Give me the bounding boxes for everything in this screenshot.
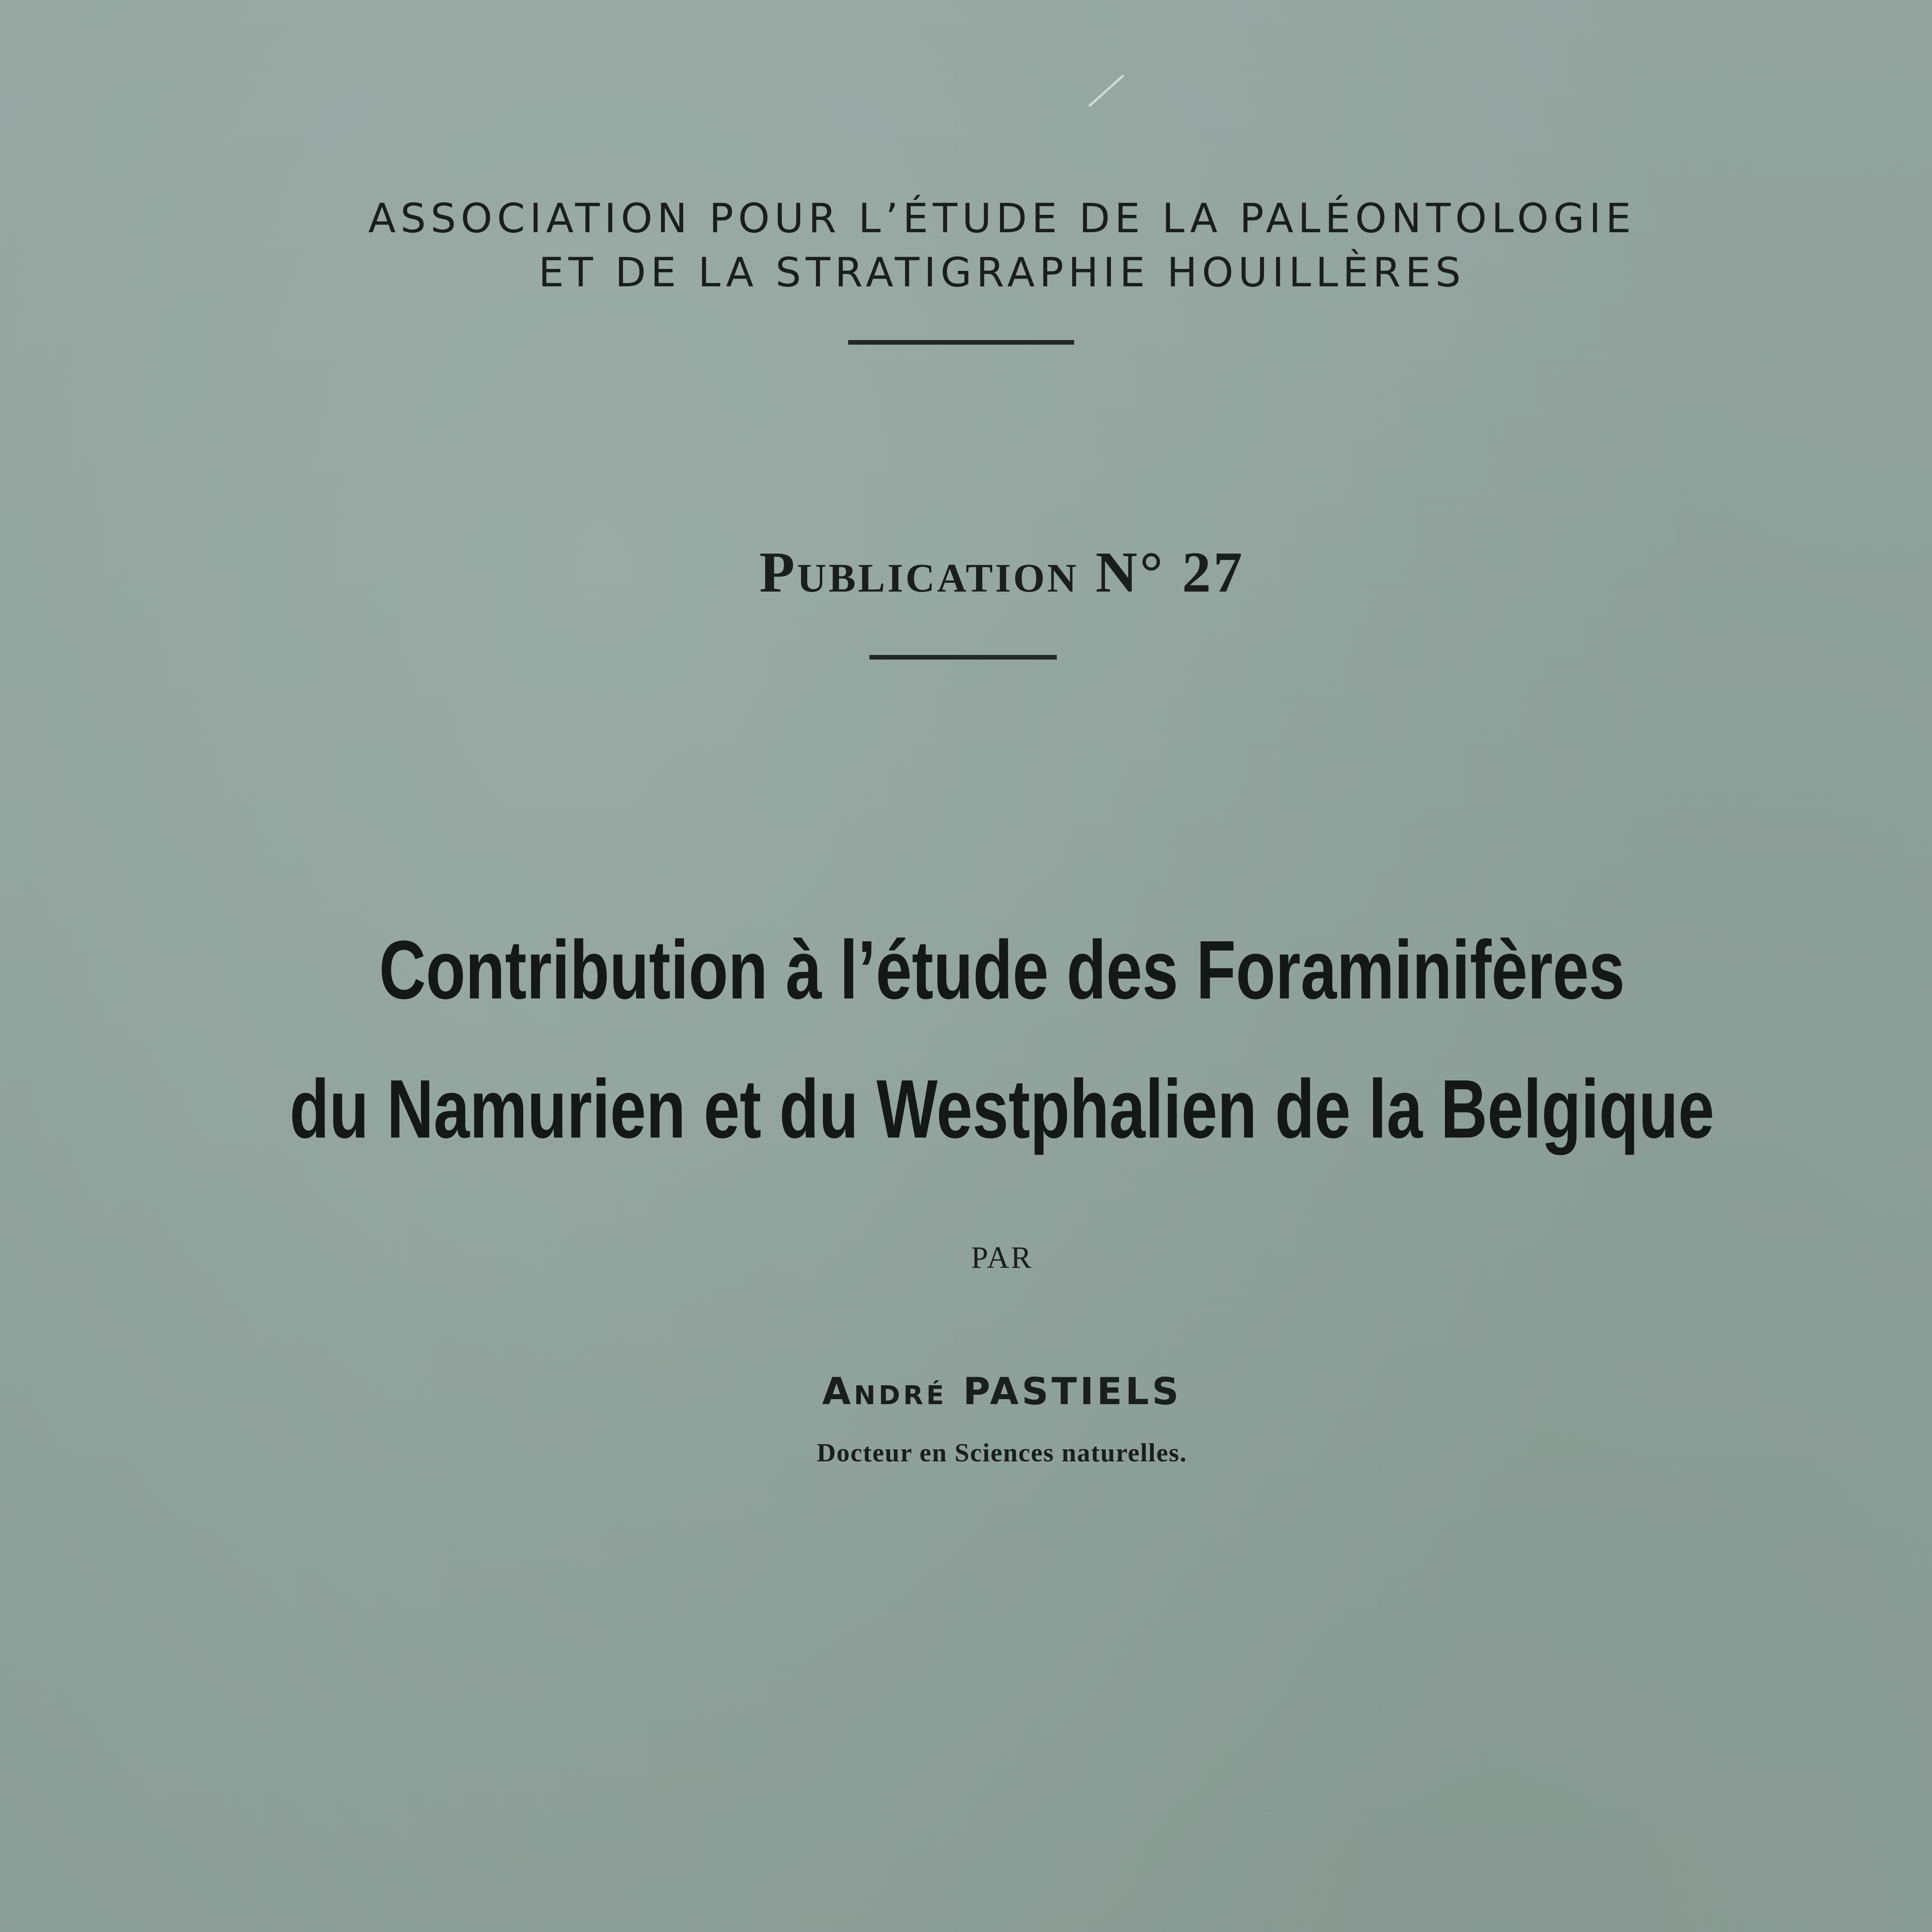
author-last-name: PASTIELS — [963, 1370, 1182, 1413]
association-name-line-2: ET DE LA STRATIGRAPHIE HOUILLÈRES — [538, 249, 1466, 296]
author-name — [0, 1370, 1932, 1413]
publication-number — [0, 539, 1932, 605]
header-divider — [848, 340, 1074, 345]
title-line-1: Contribution à l’étude des Foraminifères — [379, 923, 1625, 1016]
publication-label: Publication — [759, 540, 1079, 604]
publication-divider — [869, 655, 1057, 660]
author-credentials: Docteur en Sciences naturelles. — [816, 1438, 1187, 1467]
by-label: PAR — [971, 1241, 1033, 1275]
author-first-name: André — [822, 1370, 947, 1413]
title-line-2: du Namurien et du Westphalien de la Belgique — [289, 1062, 1714, 1155]
association-name-line-1: ASSOCIATION POUR L’ÉTUDE DE LA PALÉONTOLOGIE — [368, 195, 1636, 242]
publication-number-value: N° 27 — [1095, 540, 1245, 604]
pencil-mark — [1088, 75, 1124, 107]
